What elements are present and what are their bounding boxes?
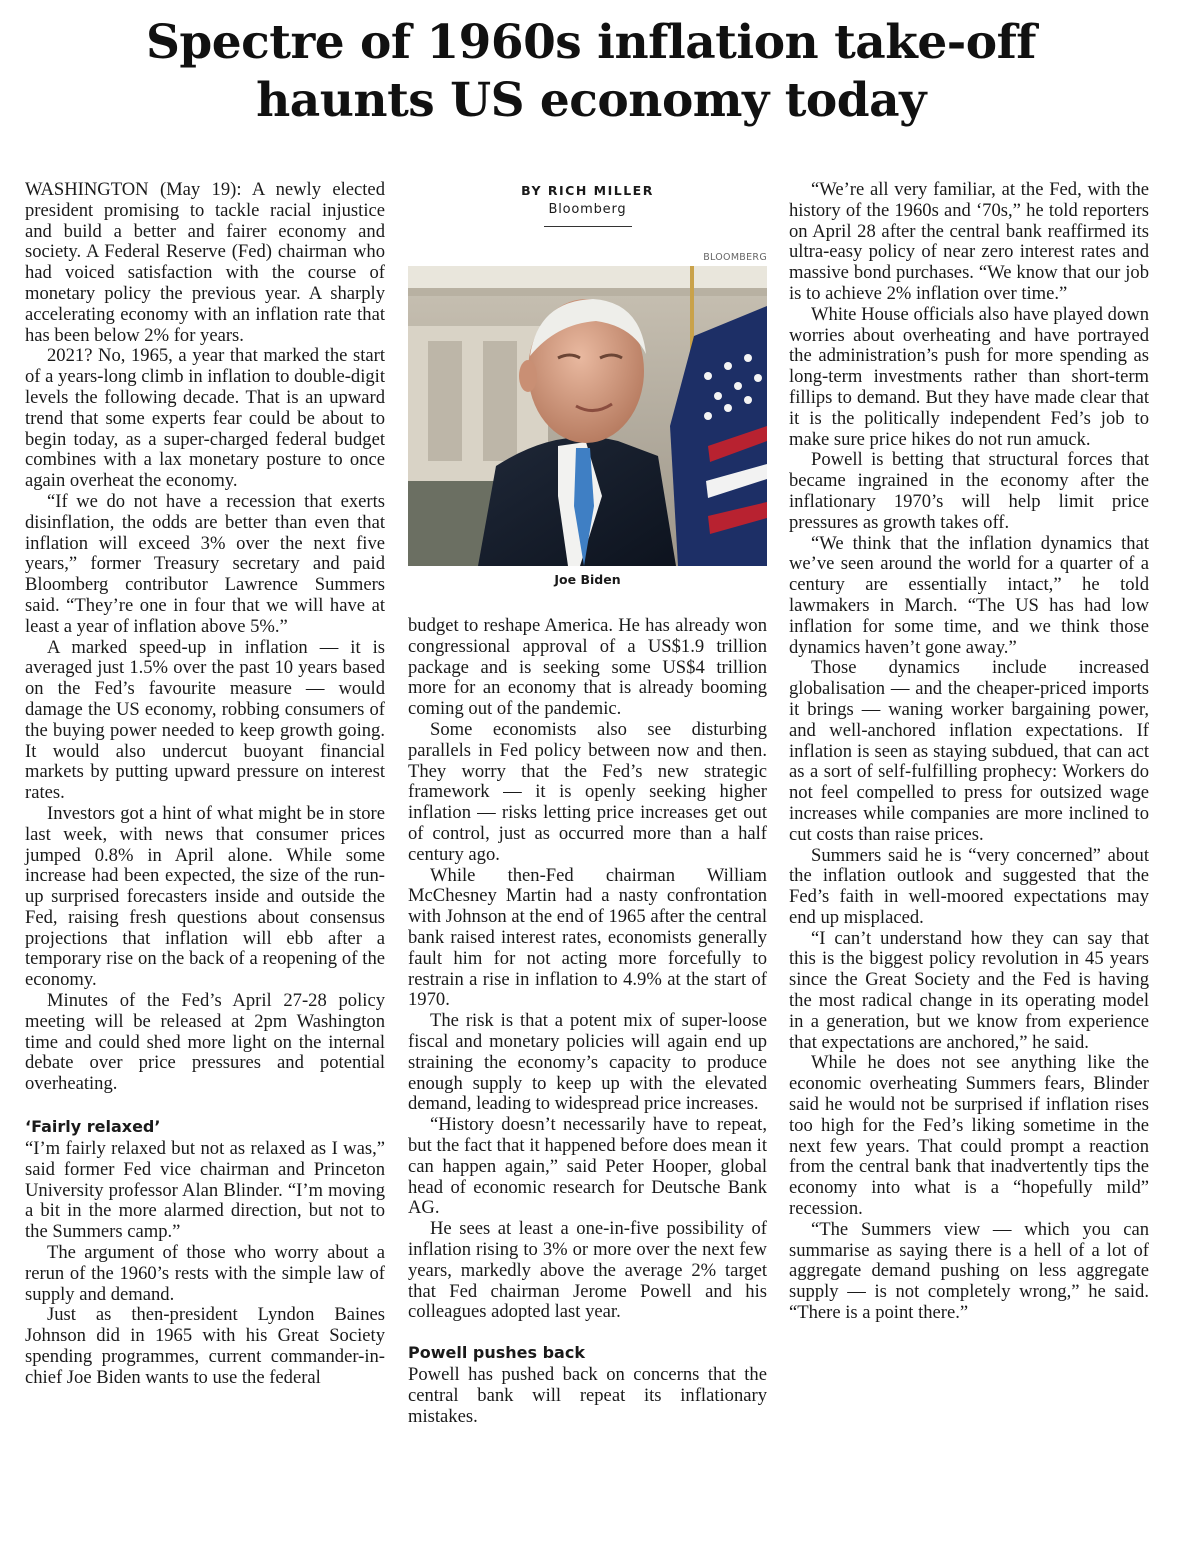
paragraph: Investors got a hint of what might be in store last week, with news that consumer prices jumped 0.8% in April alone. While some increase had been expected, the size of the run-up surprised forecasters inside and outside the Fed, raising fresh questions about consensus projections that inflation will ebb after a temporary rise on the back of a reopening of the economy. bbox=[25, 802, 385, 991]
paragraph: Some economists also see disturbing parallels in Fed policy between now and then. They worry that the Fed’s new strategic framework — it is openly seeking higher inflation — risks letting price increases get out of control, just as occurred more than a half century ago. bbox=[408, 718, 767, 865]
headline-line-1: Spectre of 1960s inflation take-off bbox=[145, 15, 1037, 70]
byline bbox=[408, 182, 767, 227]
subhead-powell-pushes-back: Powell pushes back bbox=[408, 1343, 585, 1363]
column-3 bbox=[789, 180, 1149, 1324]
paragraph: “The Summers view — which you can summarise as saying there is a hell of a lot of aggregate demand pushing on less aggregate supply — is not completely wrong,” he said. “There is a point there.” bbox=[789, 1218, 1149, 1324]
paragraph: He sees at least a one-in-five possibility of inflation rising to 3% or more over the next few years, markedly above the average 2% target that Fed chairman Jerome Powell and his colleagues adopted last year. bbox=[408, 1218, 767, 1323]
paragraph: “If we do not have a recession that exerts disinflation, the odds are better than even that inflation will exceed 3% over the next five years,” former Treasury secretary and paid Bloomberg contributor Lawrence Summers said. “They’re one in four that we will have at least a year of inflation above 5%.” bbox=[25, 490, 385, 637]
paragraph: “We’re all very familiar, at the Fed, with the history of the 1960s and ‘70s,” he told reporters on April 28 after the central bank reaffirmed its ultra-easy policy of near zero interest rates and massive bond purchases. “We know that our job is to achieve 2% inflation over time.” bbox=[789, 179, 1149, 304]
paragraph: While he does not see anything like the economic overheating Summers fears, Blinder said he would not be surprised if inflation rises too high for the Fed’s liking sometime in the next few years. That could prompt a reaction from the central bank that inadvertently tips the economy into what is a “hopefully mild” recession. bbox=[789, 1052, 1149, 1220]
paragraph: “We think that the inflation dynamics that we’ve seen around the world for a quarter of a century are essentially intact,” he told lawmakers in March. “The US has had low inflation for some time, and we think those dynamics haven’t gone away.” bbox=[789, 532, 1149, 658]
headline bbox=[0, 14, 1182, 130]
column-1 bbox=[25, 180, 385, 1389]
paragraph: The argument of those who worry about a rerun of the 1960’s rests with the simple law of supply and demand. bbox=[25, 1242, 385, 1305]
paragraph: While then-Fed chairman William McChesney Martin had a nasty confrontation with Johnson at the end of 1965 after the central bank raised interest rates, economists generally fault him for not acting more forcefully to restrain a rise in inflation to 4.9% at the start of 1970. bbox=[408, 864, 767, 1011]
subhead-fairly-relaxed: ‘Fairly relaxed’ bbox=[25, 1117, 161, 1137]
paragraph: Just as then-president Lyndon Baines Johnson did in 1965 with his Great Society spending programmes, current commander-in-chief Joe Biden wants to use the federal bbox=[25, 1304, 385, 1388]
column-2 bbox=[408, 616, 767, 1427]
paragraph: Minutes of the Fed’s April 27-28 policy meeting will be released at 2pm Washington time and could shed more light on the internal debate over price pressures and potential overheating. bbox=[25, 990, 385, 1095]
paragraph: Powell is betting that structural forces that became ingrained in the economy after the inflationary 1970’s will help limit price pressures as growth takes off. bbox=[789, 449, 1149, 533]
paragraph: Powell has pushed back on concerns that the central bank will repeat its inflationary mistakes. bbox=[408, 1364, 767, 1427]
paragraph: Those dynamics include increased globalisation — and the cheaper-priced imports it brings — waning worker bargaining power, and well-anchored inflation expectations. If inflation is seen as staying subdued, that can act as a sort of self-fulfilling prophecy: Workers do not feel compelled to press for outsized wage increases while companies are more inclined to cut costs than raise prices. bbox=[789, 657, 1149, 845]
paragraph: A marked speed-up in inflation — it is averaged just 1.5% over the past 10 years based on the Fed’s favourite measure — would damage the US economy, robbing consumers of the buying power needed to keep growth going. It would also undercut buoyant financial markets by putting upward pressure on interest rates. bbox=[25, 636, 385, 804]
headline-line-2: haunts US economy today bbox=[256, 73, 926, 128]
photo-credit: BLOOMBERG bbox=[703, 252, 767, 263]
photo-caption: Joe Biden bbox=[554, 572, 621, 587]
paragraph: The risk is that a potent mix of super-loose fiscal and monetary policies will again end up straining the economy’s capacity to produce enough supply to keep up with the elevated demand, leading to widespread price increases. bbox=[408, 1010, 767, 1115]
byline-author: BY RICH MILLER bbox=[521, 183, 654, 198]
paragraph: White House officials also have played down worries about overheating and have portrayed the administration’s push for more spending as long-term investments rather than short-term fillips to demand. But they have made clear that it is the politically independent Fed’s job to make sure price hikes do not run amuck. bbox=[789, 303, 1149, 450]
paragraph: WASHINGTON (May 19): A newly elected president promising to tackle racial injustice and build a better and fairer economy and society. A Federal Reserve (Fed) chairman who had voiced satisfaction with the course of monetary policy the previous year. A sharply accelerating economy with an inflation rate that has been below 2% for years. bbox=[25, 179, 385, 346]
paragraph: 2021? No, 1965, a year that marked the start of a years-long climb in inflation to double-digit levels the following decade. That is an upward trend that some experts fear could be about to begin today, as a super-charged federal budget combines with a lax monetary posture to once again overheat the economy. bbox=[25, 345, 385, 492]
paragraph: budget to reshape America. He has already won congressional approval of a US$1.9 trillion package and is seeking some US$4 trillion more for an economy that is already booming coming out of the pandemic. bbox=[408, 615, 767, 720]
byline-source: Bloomberg bbox=[548, 202, 627, 217]
paragraph: “I’m fairly relaxed but not as relaxed as I was,” said former Fed vice chairman and Princeton University professor Alan Blinder. “I’m moving a bit in the more alarmed direction, but not to the Summers camp.” bbox=[25, 1138, 385, 1243]
byline-rule bbox=[544, 226, 632, 227]
photo-illustration bbox=[408, 266, 767, 566]
paragraph: “History doesn’t necessarily have to repeat, but the fact that it happened before does mean it can happen again,” said Peter Hooper, global head of economic research for Deutsche Bank AG. bbox=[408, 1114, 767, 1219]
photo-joe-biden bbox=[408, 266, 767, 566]
paragraph: “I can’t understand how they can say that this is the biggest policy revolution in 45 years since the Great Society and the Fed is having the most radical change in its operating model in a generation, but we know from experience that expectations are anchored,” he said. bbox=[789, 927, 1149, 1053]
paragraph: Summers said he is “very concerned” about the inflation outlook and suggested that the Fed’s faith in well-moored expectations may end up misplaced. bbox=[789, 844, 1149, 928]
